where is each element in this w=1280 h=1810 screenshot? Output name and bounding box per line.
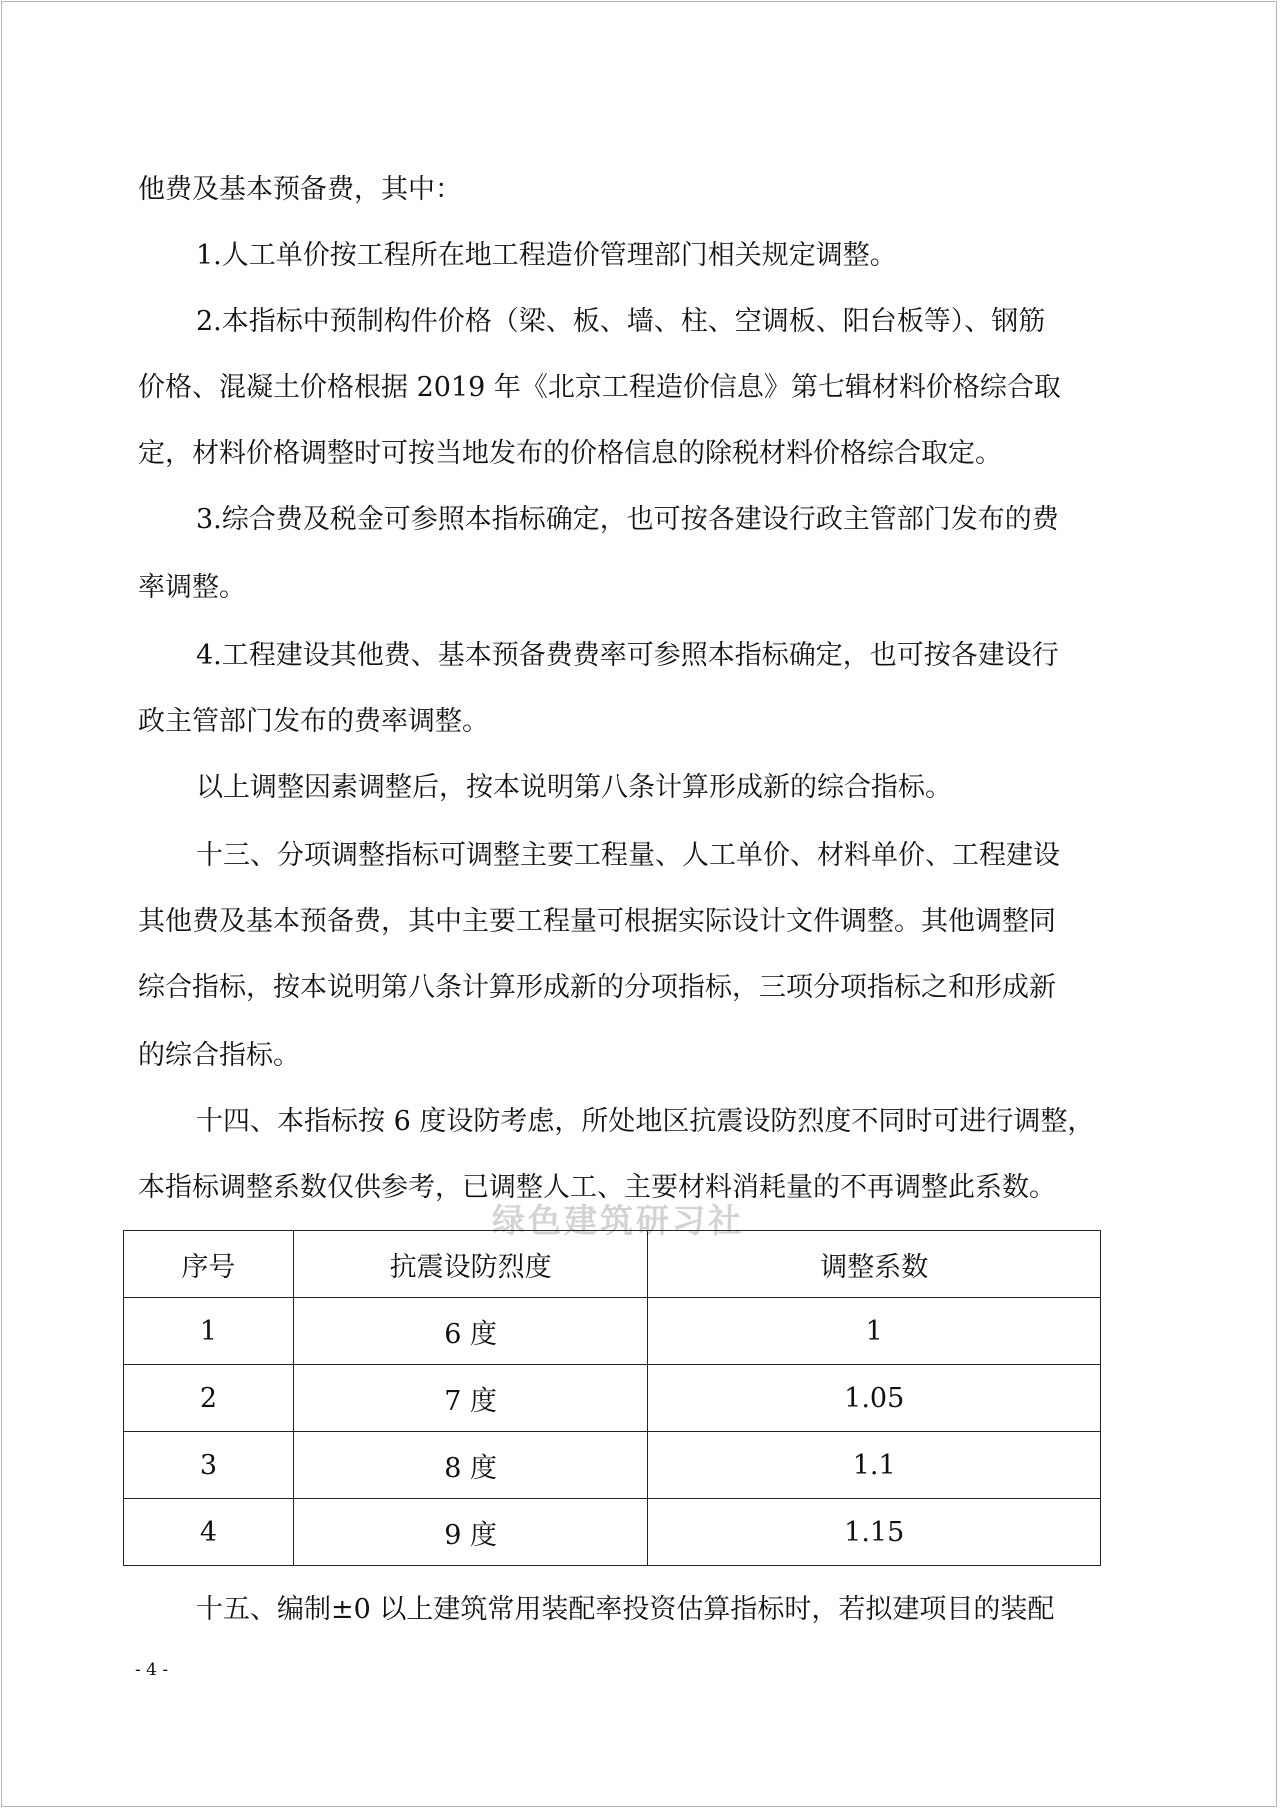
paragraph-line: 政主管部门发布的费率调整。 <box>138 706 489 737</box>
paragraph-line: 定，材料价格调整时可按当地发布的价格信息的除税材料价格综合取定。 <box>138 438 1002 469</box>
paragraph-line: 3.综合费及税金可参照本指标确定，也可按各建设行政主管部门发布的费 <box>196 504 1059 535</box>
table-row <box>124 1499 1101 1566</box>
table-header-cell: 序号 <box>124 1231 294 1298</box>
paragraph-line: 综合指标，按本说明第八条计算形成新的分项指标，三项分项指标之和形成新 <box>138 972 1056 1003</box>
page-number: - 4 - <box>135 1660 169 1680</box>
paragraph-line: 十三、分项调整指标可调整主要工程量、人工单价、材料单价、工程建设 <box>196 840 1060 871</box>
table-cell: 1 <box>124 1298 294 1365</box>
table-row <box>124 1432 1101 1499</box>
table-cell: 1 <box>648 1298 1101 1365</box>
table-cell: 7 度 <box>293 1365 648 1432</box>
seismic-adjustment-table <box>123 1230 1101 1566</box>
table-cell: 2 <box>124 1365 294 1432</box>
paragraph-line: 4.工程建设其他费、基本预备费费率可参照本指标确定，也可按各建设行 <box>196 640 1059 671</box>
paragraph-line: 十五、编制±0 以上建筑常用装配率投资估算指标时，若拟建项目的装配 <box>196 1594 1055 1625</box>
table-cell: 8 度 <box>293 1432 648 1499</box>
table-cell: 6 度 <box>293 1298 648 1365</box>
paragraph-line: 价格、混凝土价格根据 2019 年《北京工程造价信息》第七辑材料价格综合取 <box>138 372 1061 403</box>
paragraph-line: 十四、本指标按 6 度设防考虑，所处地区抗震设防烈度不同时可进行调整， <box>196 1106 1095 1137</box>
table-header-cell: 抗震设防烈度 <box>293 1231 648 1298</box>
table-cell: 1.1 <box>648 1432 1101 1499</box>
paragraph-line: 1.人工单价按工程所在地工程造价管理部门相关规定调整。 <box>196 240 897 271</box>
watermark-text: 绿色建筑研习社 <box>492 1201 744 1240</box>
paragraph-line: 2.本指标中预制构件价格（梁、板、墙、柱、空调板、阳台板等）、钢筋 <box>196 306 1046 337</box>
paragraph-line: 以上调整因素调整后，按本说明第八条计算形成新的综合指标。 <box>196 772 952 803</box>
table-cell: 1.15 <box>648 1499 1101 1566</box>
paragraph-line: 率调整。 <box>138 572 246 603</box>
table-cell: 1.05 <box>648 1365 1101 1432</box>
table-row <box>124 1298 1101 1365</box>
table-header-row <box>124 1231 1101 1298</box>
paragraph-line: 他费及基本预备费，其中： <box>138 174 462 205</box>
table-cell: 4 <box>124 1499 294 1566</box>
table-cell: 3 <box>124 1432 294 1499</box>
paragraph-line: 的综合指标。 <box>138 1040 300 1071</box>
document-page <box>1 1 1277 1807</box>
table-cell: 9 度 <box>293 1499 648 1566</box>
paragraph-line: 其他费及基本预备费，其中主要工程量可根据实际设计文件调整。其他调整同 <box>138 906 1056 937</box>
paragraph-line: 本指标调整系数仅供参考，已调整人工、主要材料消耗量的不再调整此系数。 <box>138 1172 1056 1203</box>
table-row <box>124 1365 1101 1432</box>
table-header-cell: 调整系数 <box>648 1231 1101 1298</box>
